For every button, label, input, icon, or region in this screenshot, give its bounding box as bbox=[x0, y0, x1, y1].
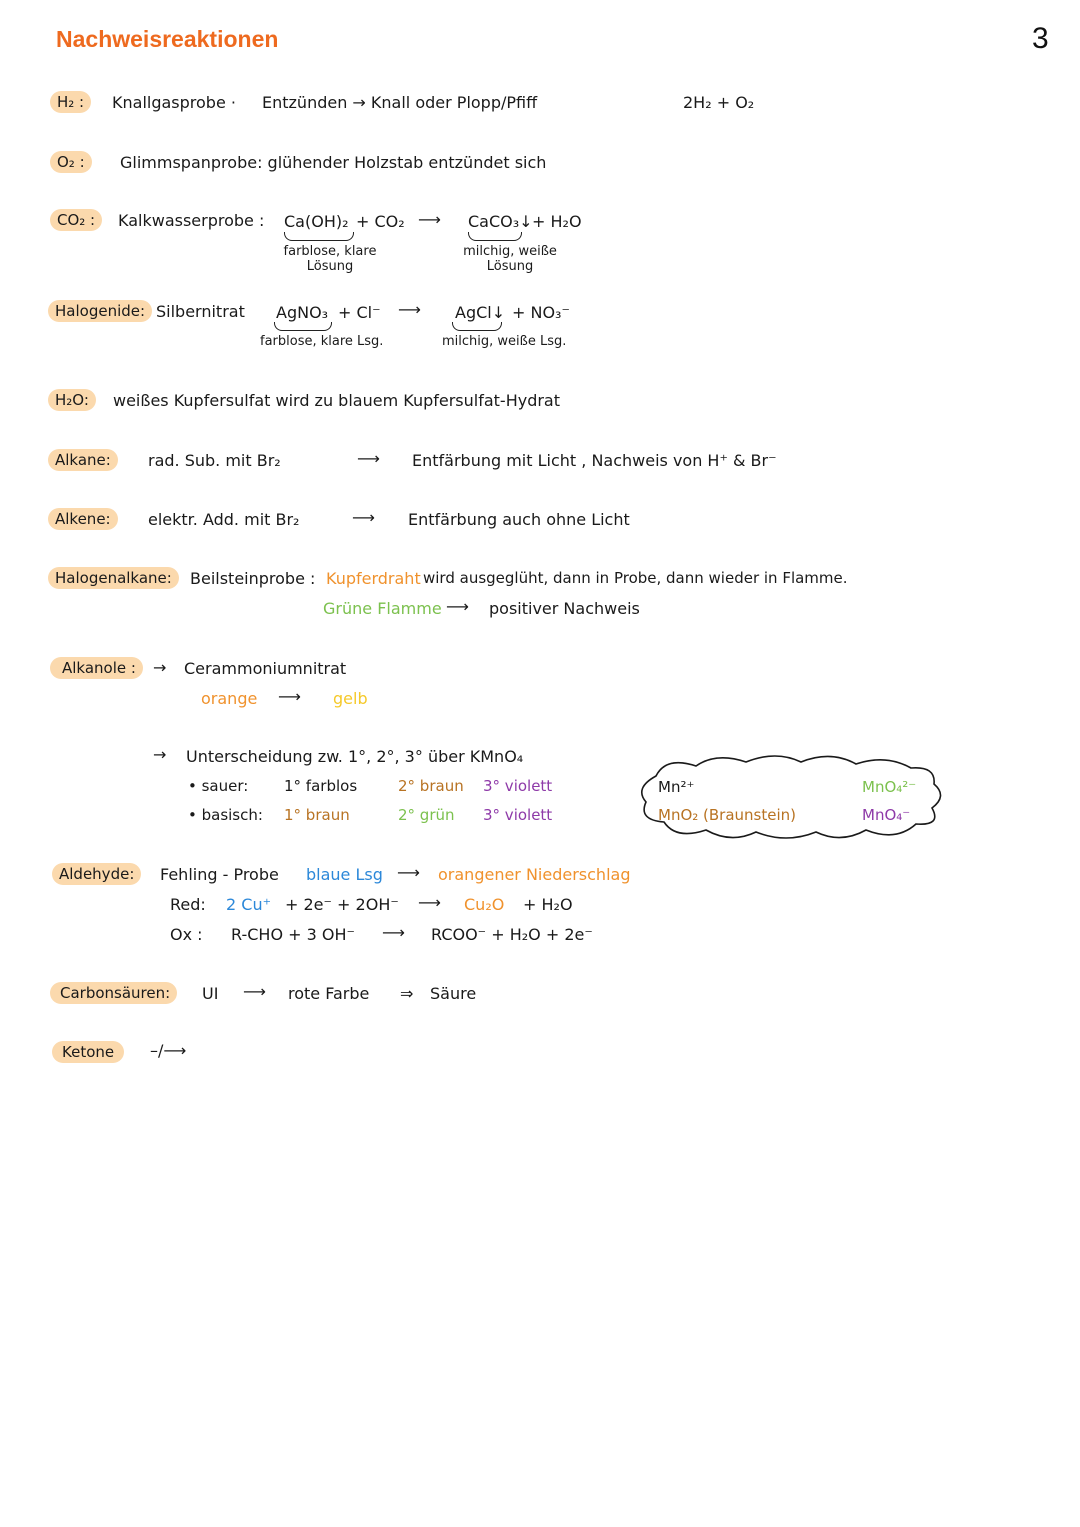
tag-ketone: Ketone bbox=[52, 1041, 124, 1063]
orange-precipitate: orangener Niederschlag bbox=[438, 865, 631, 884]
reactant: AgNO₃ bbox=[276, 303, 329, 322]
color-from: orange bbox=[201, 689, 258, 708]
reaction-arrow: ⟶ bbox=[418, 893, 441, 912]
tag-alkanole: Alkanole : bbox=[50, 657, 143, 679]
method: Silbernitrat bbox=[156, 302, 245, 321]
method: Beilsteinprobe : bbox=[190, 569, 316, 588]
sauer-tertiary: 3° violett bbox=[483, 777, 553, 795]
reagent: Cerammoniumnitrat bbox=[184, 659, 347, 678]
copper-oxide: Cu₂O bbox=[464, 895, 505, 914]
reactant-note: farblose, klare Lsg. bbox=[260, 334, 384, 349]
reaction-arrow: ⟶ bbox=[446, 597, 469, 616]
reaction-arrow: ⟶ bbox=[243, 982, 266, 1001]
tag-h2: H₂ : bbox=[50, 91, 91, 113]
result: Entfärbung auch ohne Licht bbox=[408, 510, 630, 529]
sauer-secondary: 2° braun bbox=[398, 777, 464, 795]
mno2: MnO₂ (Braunstein) bbox=[658, 806, 797, 824]
sauer-label: • sauer: bbox=[188, 777, 249, 795]
ox-reactants: R-CHO + 3 OH⁻ bbox=[231, 925, 355, 944]
description: Glimmspanprobe: glühender Holzstab entzündet sich bbox=[120, 153, 547, 172]
product-2: + NO₃⁻ bbox=[512, 303, 570, 322]
reactant-note: farblose, klare Lösung bbox=[283, 244, 377, 274]
underbrace bbox=[284, 232, 354, 241]
tag-h2o: H₂O: bbox=[48, 389, 96, 411]
product-2: + H₂O bbox=[532, 212, 582, 231]
method: Kalkwasserprobe : bbox=[118, 211, 265, 230]
product: AgCl↓ bbox=[455, 303, 506, 322]
method: Fehling - Probe bbox=[160, 865, 279, 884]
page-number: 3 bbox=[1032, 22, 1049, 55]
indicator: UI bbox=[202, 984, 219, 1003]
underbrace bbox=[274, 322, 332, 331]
reaction-arrow: ⟶ bbox=[382, 923, 405, 942]
reaction-arrow: ⟶ bbox=[398, 300, 421, 319]
product: CaCO₃↓ bbox=[468, 212, 533, 231]
no-reaction-arrow-icon: –/⟶ bbox=[150, 1041, 187, 1060]
copper-ion: 2 Cu⁺ bbox=[226, 895, 272, 914]
red-label: Red: bbox=[170, 895, 206, 914]
basisch-secondary: 2° grün bbox=[398, 806, 455, 824]
product-note: milchig, weiße Lsg. bbox=[442, 334, 567, 349]
red-water: + H₂O bbox=[523, 895, 573, 914]
product-note: milchig, weiße Lösung bbox=[463, 244, 557, 274]
reaction-arrow: ⟶ bbox=[418, 210, 441, 229]
reactant-2: + CO₂ bbox=[356, 212, 405, 231]
mn2-ion: Mn²⁺ bbox=[658, 778, 695, 796]
manganate-ion: MnO₄²⁻ bbox=[862, 778, 917, 796]
conclusion: Säure bbox=[430, 984, 477, 1003]
tag-carbonsaeuren: Carbonsäuren: bbox=[50, 982, 177, 1004]
result: positiver Nachweis bbox=[489, 599, 640, 618]
description: Entzünden → Knall oder Plopp/Pfiff bbox=[262, 93, 538, 112]
reaction-arrow: ⟶ bbox=[397, 863, 420, 882]
basisch-primary: 1° braun bbox=[284, 806, 350, 824]
reactant: Ca(OH)₂ bbox=[284, 212, 349, 231]
description: weißes Kupfersulfat wird zu blauem Kupfersulfat-Hydrat bbox=[113, 391, 561, 410]
basisch-label: • basisch: bbox=[188, 806, 263, 824]
method: Knallgasprobe · bbox=[112, 93, 236, 112]
reactant-2: + Cl⁻ bbox=[338, 303, 381, 322]
tag-halogenalkane: Halogenalkane: bbox=[48, 567, 179, 589]
manganese-cloud bbox=[636, 752, 946, 840]
description: rad. Sub. mit Br₂ bbox=[148, 451, 281, 470]
equation: 2H₂ + O₂ bbox=[683, 93, 755, 112]
underbrace bbox=[468, 232, 522, 241]
basisch-tertiary: 3° violett bbox=[483, 806, 553, 824]
result: rote Farbe bbox=[288, 984, 370, 1003]
tag-aldehyde: Aldehyde: bbox=[52, 863, 141, 885]
tag-alkene: Alkene: bbox=[48, 508, 118, 530]
result: Entfärbung mit Licht , Nachweis von H⁺ & Br⁻ bbox=[412, 451, 777, 470]
red-reactants: + 2e⁻ + 2OH⁻ bbox=[285, 895, 399, 914]
sauer-primary: 1° farblos bbox=[284, 777, 358, 795]
description: elektr. Add. mit Br₂ bbox=[148, 510, 300, 529]
arrow-icon: → bbox=[153, 658, 167, 677]
reaction-arrow: ⟶ bbox=[352, 508, 375, 527]
implies-arrow: ⇒ bbox=[400, 984, 414, 1003]
ox-products: RCOO⁻ + H₂O + 2e⁻ bbox=[431, 925, 593, 944]
ox-label: Ox : bbox=[170, 925, 203, 944]
cloud-shape-icon bbox=[636, 752, 946, 840]
blue-solution: blaue Lsg bbox=[306, 865, 383, 884]
reaction-arrow: ⟶ bbox=[278, 687, 301, 706]
copper-wire: Kupferdraht bbox=[326, 569, 421, 588]
permanganate-ion: MnO₄⁻ bbox=[862, 806, 911, 824]
arrow-icon: → bbox=[153, 745, 167, 764]
page-title: Nachweisreaktionen bbox=[56, 26, 279, 52]
procedure: wird ausgeglüht, dann in Probe, dann wieder in Flamme. bbox=[423, 569, 848, 587]
tag-co2: CO₂ : bbox=[50, 209, 102, 231]
tag-halogenide: Halogenide: bbox=[48, 300, 152, 322]
green-flame: Grüne Flamme bbox=[323, 599, 442, 618]
color-to: gelb bbox=[333, 689, 368, 708]
reaction-arrow: ⟶ bbox=[357, 449, 380, 468]
tag-o2: O₂ : bbox=[50, 151, 92, 173]
tag-alkane: Alkane: bbox=[48, 449, 118, 471]
underbrace bbox=[452, 322, 502, 331]
kmno4-heading: Unterscheidung zw. 1°, 2°, 3° über KMnO₄ bbox=[186, 747, 524, 766]
